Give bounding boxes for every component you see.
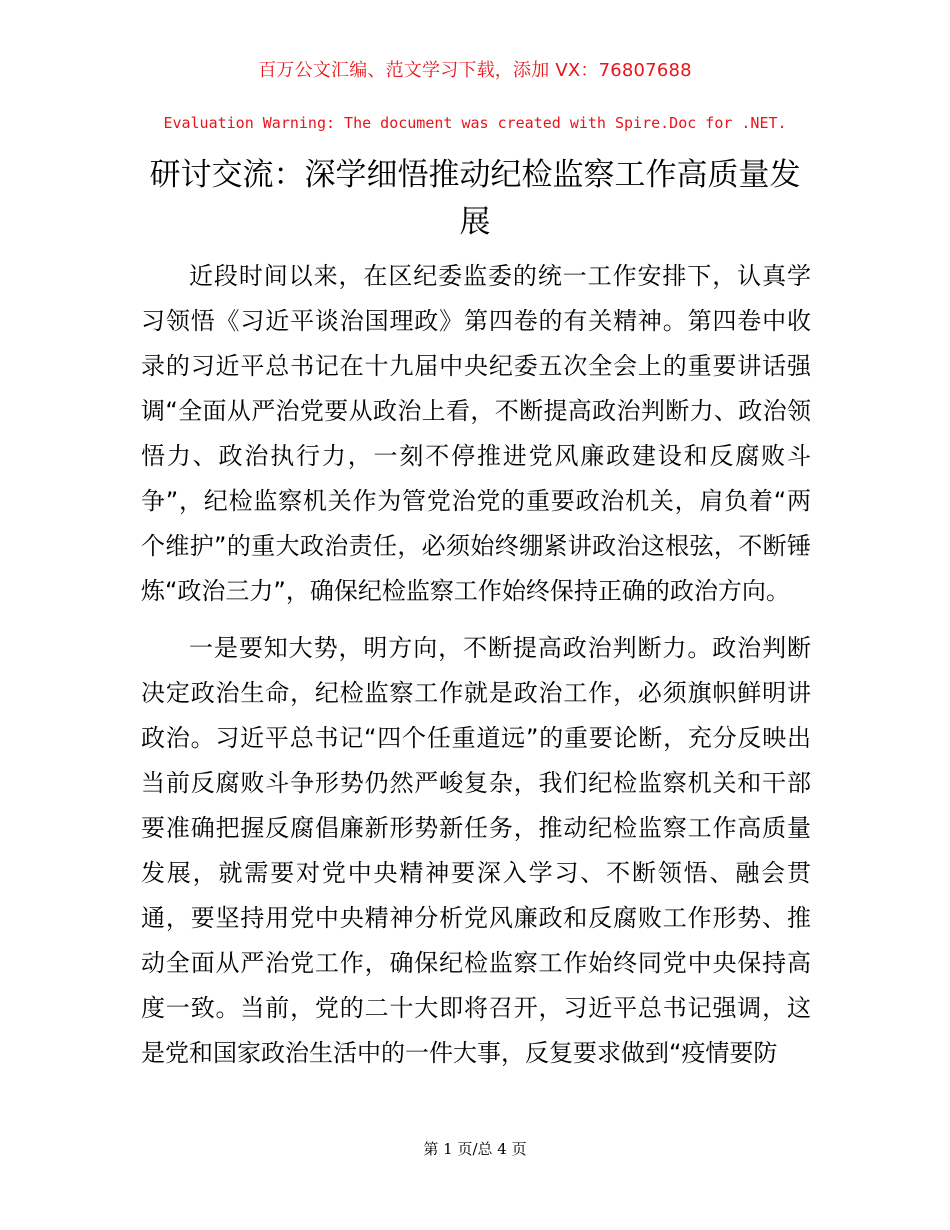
page-number-footer: 第 1 页/总 4 页	[423, 1140, 527, 1158]
paragraph-intro: 近段时间以来，在区纪委监委的统一工作安排下，认真学习领悟《习近平谈治国理政》第四卷的有关精神。第四卷中收录的习近平总书记在十九届中央纪委五次全会上的重要讲话强调“全面从严治党要从政治上看，不断提高政治判断力、政治领悟力、政治执行力，一刻不停推进党风廉政建设和反腐败斗争”，纪检监察机关作为管党治党的重要政治机关，肩负着“两个维护”的重大政治责任，必须始终绷紧讲政治这根弦，不断锤炼“政治三力”，确保纪检监察工作始终保持正确的政治方向。	[141, 262, 811, 605]
paragraph-point-one: 一是要知大势，明方向，不断提高政治判断力。政治判断决定政治生命，纪检监察工作就是政治工作，必须旗帜鲜明讲政治。习近平总书记“四个任重道远”的重要论断，充分反映出当前反腐败斗争形势仍然严峻复杂，我们纪检监察机关和干部要准确把握反腐倡廉新形势新任务，推动纪检监察工作高质量发展，就需要对党中央精神要深入学习、不断领悟、融会贯通，要坚持用党中央精神分析党风廉政和反腐败工作形势、推动全面从严治党工作，确保纪检监察工作始终同党中央保持高度一致。当前，党的二十大即将召开，习近平总书记强调，这是党和国家政治生活中的一件大事，反复要求做到“疫情要防	[141, 634, 811, 1067]
header-banner: 百万公文汇编、范文学习下载，添加 VX：76807688	[258, 60, 692, 81]
document-title: 研讨交流：深学细悟推动纪检监察工作高质量发展	[149, 157, 801, 240]
document-body	[141, 254, 811, 1088]
evaluation-warning: Evaluation Warning: The document was created with Spire.Doc for .NET.	[163, 114, 787, 132]
